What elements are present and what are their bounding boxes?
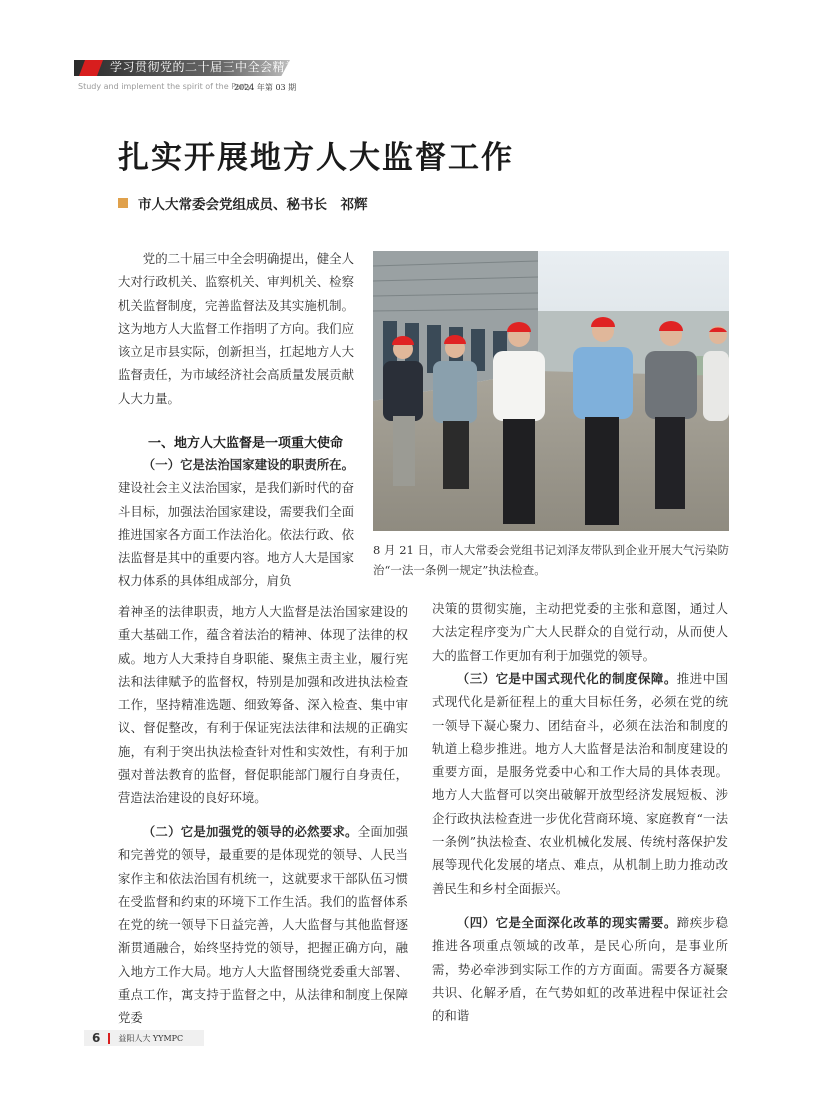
subsection-4-paragraph xyxy=(432,911,728,1027)
author-line xyxy=(118,193,368,213)
subsection-3-lead: （三）它是中国式现代化的制度保障。 xyxy=(456,671,677,686)
page-number-divider xyxy=(108,1033,110,1044)
subsection-2-paragraph xyxy=(118,820,408,1030)
author-marker-icon xyxy=(118,198,128,208)
section-heading: 一、地方人大监督是一项重大使命 xyxy=(148,436,344,451)
column-subtitle-en: Study and implement the spirit of the Party xyxy=(78,82,252,91)
subsection-4-lead: （四）它是全面深化改革的现实需要。 xyxy=(456,915,677,930)
inspection-photo-illustration xyxy=(373,251,729,531)
subsection-1-paragraph xyxy=(118,453,354,593)
subsection-1-text: 建设社会主义法治国家，是我们新时代的奋斗目标，加强法治国家建设，需要我们全面推进国家各方面工作法治化。依法行政、依法监督是其中的重要内容。地方人大是国家权力体系的具体组成部分，肩负 xyxy=(118,480,354,589)
subsection-4-text: 蹄疾步稳推进各项重点领域的改革，是民心所向，是事业所需，势必牵涉到实际工作的方方面面。需要各方凝聚共识、化解矛盾，在气势如虹的改革进程中保证社会的和谐 xyxy=(432,915,729,1024)
column-title: 学习贯彻党的二十届三中全会精神 xyxy=(110,60,298,74)
page-footer xyxy=(84,1030,204,1046)
subsection-1-lead: （一）它是法治国家建设的职责所在。 xyxy=(142,457,354,472)
intro-paragraph: 党的二十届三中全会明确提出，健全人大对行政机关、监察机关、审判机关、检察机关监督制度，完善监督法及其实施机制。这为地方人大监督工作指明了方向。我们应该立足市县实际，创新担当，扛起地方人大监督责任，为市域经济社会高质量发展贡献人大力量。 xyxy=(118,251,354,406)
inspection-photo xyxy=(373,251,729,531)
page-number: 6 xyxy=(92,1031,101,1045)
magazine-name: 益阳人大 YYMPC xyxy=(118,1033,184,1043)
article-title: 扎实开展地方人大监督工作 xyxy=(118,140,514,176)
author-name: 市人大常委会党组成员、秘书长 祁辉 xyxy=(138,197,368,213)
subsection-1-continued: 着神圣的法律职责，地方人大监督是法治国家建设的重大基础工作，蕴含着法治的精神、体现了法律的权威。地方人大秉持自身职能、聚焦主责主业，履行宪法和法律赋予的监督权，特别是加强和改进执法检查工作，坚持精准选题、细致筹备、深入检查、集中审议、督促整改，有利于保证宪法法律和法规的正确实施，有利于突出执法检查针对性和实效性，有利于加强对普法教育的监督，督促职能部门履行自身责任，营造法治建设的良好环境。 xyxy=(118,604,408,806)
issue-number: 2024 年第 03 期 xyxy=(234,83,297,92)
subsection-3-text: 推进中国式现代化是新征程上的重大目标任务，必须在党的统一领导下凝心聚力、团结奋斗，必须在法治和制度的轨道上稳步推进。地方人大监督是法治和制度建设的重要方面，是服务党委中心和工作大局的具体表现。地方人大监督可以突出破解开放型经济发展短板、涉企行政执法检查进一步优化营商环境、家庭教育“一法一条例”执法检查、农业机械化发展、传统村落保护发展等现代化发展的堵点、难点，从机制上助力推动改善民生和乡村全面振兴。 xyxy=(432,671,729,896)
subsection-2-lead: （二）它是加强党的领导的必然要求。 xyxy=(142,824,358,839)
subsection-2-continued: 决策的贯彻实施，主动把党委的主张和意图，通过人大法定程序变为广大人民群众的自觉行动，从而使人大的监督工作更加有利于加强党的领导。 xyxy=(432,601,728,663)
subsection-2-text: 全面加强和完善党的领导，最重要的是体现党的领导、人民当家作主和依法治国有机统一，这就要求干部队伍习惯在受监督和约束的环境下工作生活。我们的监督体系在党的统一领导下日益完善，人大监督与其他监督逐渐贯通融合，始终坚持党的领导，把握正确方向，融入地方工作大局。地方人大监督围绕党委重大部署、重点工作，寓支持于监督之中，从法律和制度上保障党委 xyxy=(118,824,408,1026)
photo-caption: 8 月 21 日，市人大常委会党组书记刘泽友带队到企业开展大气污染防治“一法一条例一规定”执法检查。 xyxy=(373,543,729,577)
subsection-3-paragraph xyxy=(432,667,728,900)
